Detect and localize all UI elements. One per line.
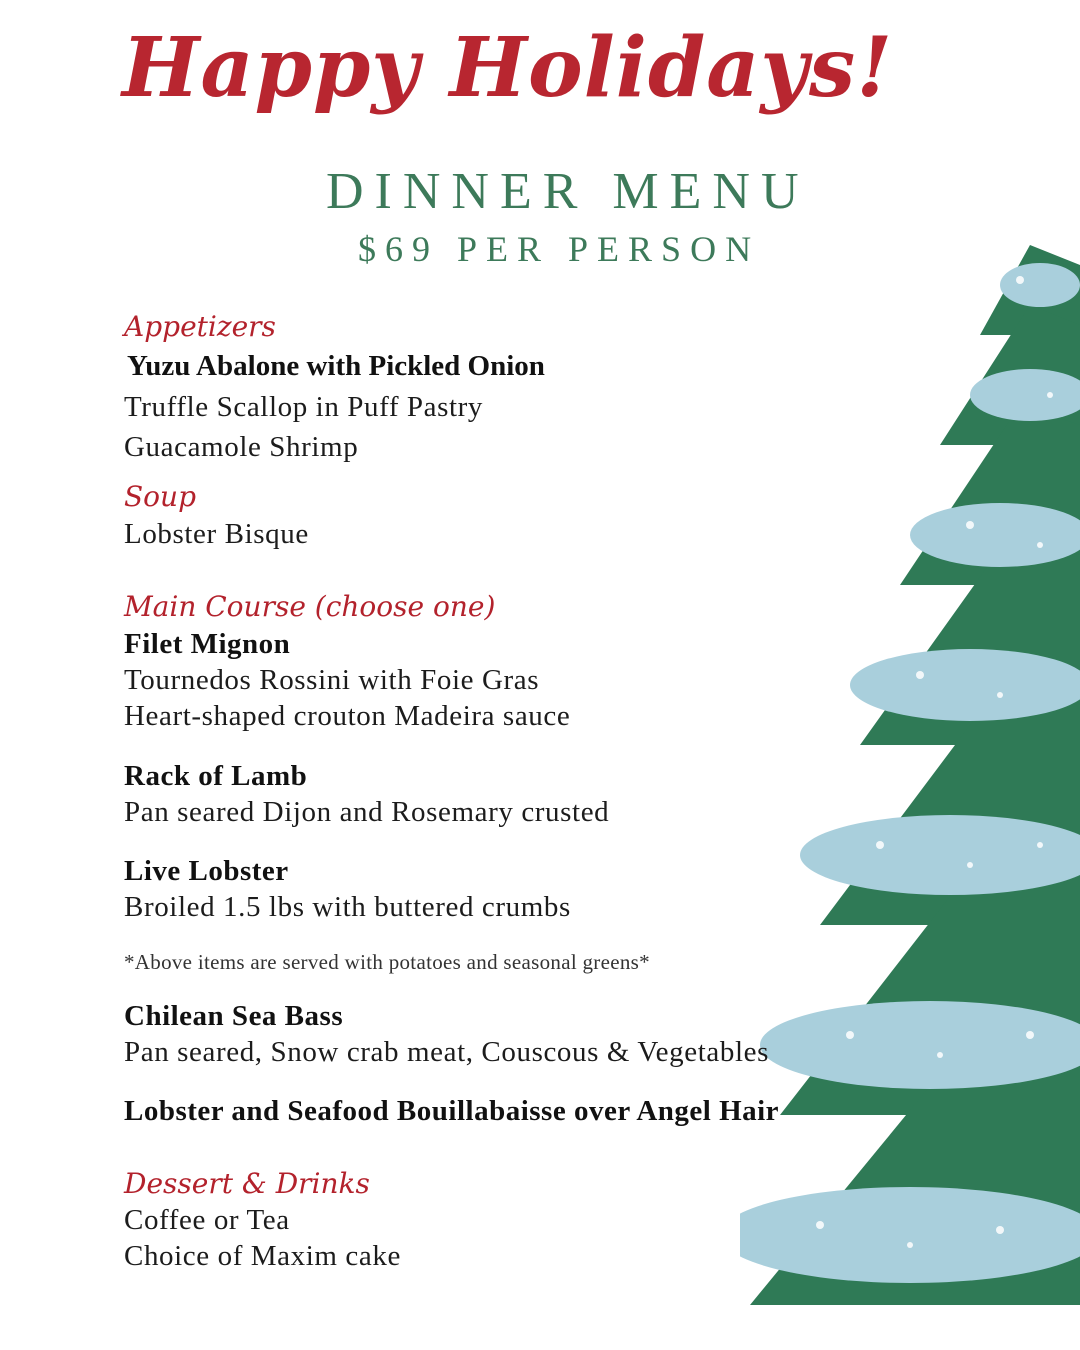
served-with-note: *Above items are served with potatoes and seasonal greens* xyxy=(124,950,650,974)
menu-item: Yuzu Abalone with Pickled Onion xyxy=(127,350,545,382)
menu-item: Choice of Maxim cake xyxy=(124,1240,401,1272)
dish-name: Chilean Sea Bass xyxy=(124,1000,344,1032)
dish-description: Pan seared, Snow crab meat, Couscous & Vegetables xyxy=(124,1036,769,1068)
menu-title: DINNER MENU xyxy=(326,163,810,220)
section-heading-dessert-drinks: Dessert & Drinks xyxy=(124,1167,370,1200)
section-heading-main-course: Main Course (choose one) xyxy=(124,590,496,623)
dish-description: Heart-shaped crouton Madeira sauce xyxy=(124,700,571,732)
snowy-pine-tree-illustration xyxy=(740,245,1080,1305)
dish-name: Rack of Lamb xyxy=(124,760,308,792)
price-per-person: $69 PER PERSON xyxy=(358,229,761,269)
dish-description: Pan seared Dijon and Rosemary crusted xyxy=(124,796,610,828)
menu-item: Guacamole Shrimp xyxy=(124,431,359,463)
dish-name: Lobster and Seafood Bouillabaisse over Angel Hair xyxy=(124,1095,780,1127)
greeting-title: Happy Holidays! xyxy=(122,20,894,116)
dish-description: Tournedos Rossini with Foie Gras xyxy=(124,664,540,696)
dish-name: Live Lobster xyxy=(124,855,289,887)
menu-item: Lobster Bisque xyxy=(124,518,309,550)
dish-description: Broiled 1.5 lbs with buttered crumbs xyxy=(124,891,571,923)
section-heading-appetizers: Appetizers xyxy=(124,310,276,343)
menu-item: Truffle Scallop in Puff Pastry xyxy=(124,391,484,423)
menu-item: Coffee or Tea xyxy=(124,1204,290,1236)
section-heading-soup: Soup xyxy=(124,480,196,513)
dish-name: Filet Mignon xyxy=(124,628,291,660)
